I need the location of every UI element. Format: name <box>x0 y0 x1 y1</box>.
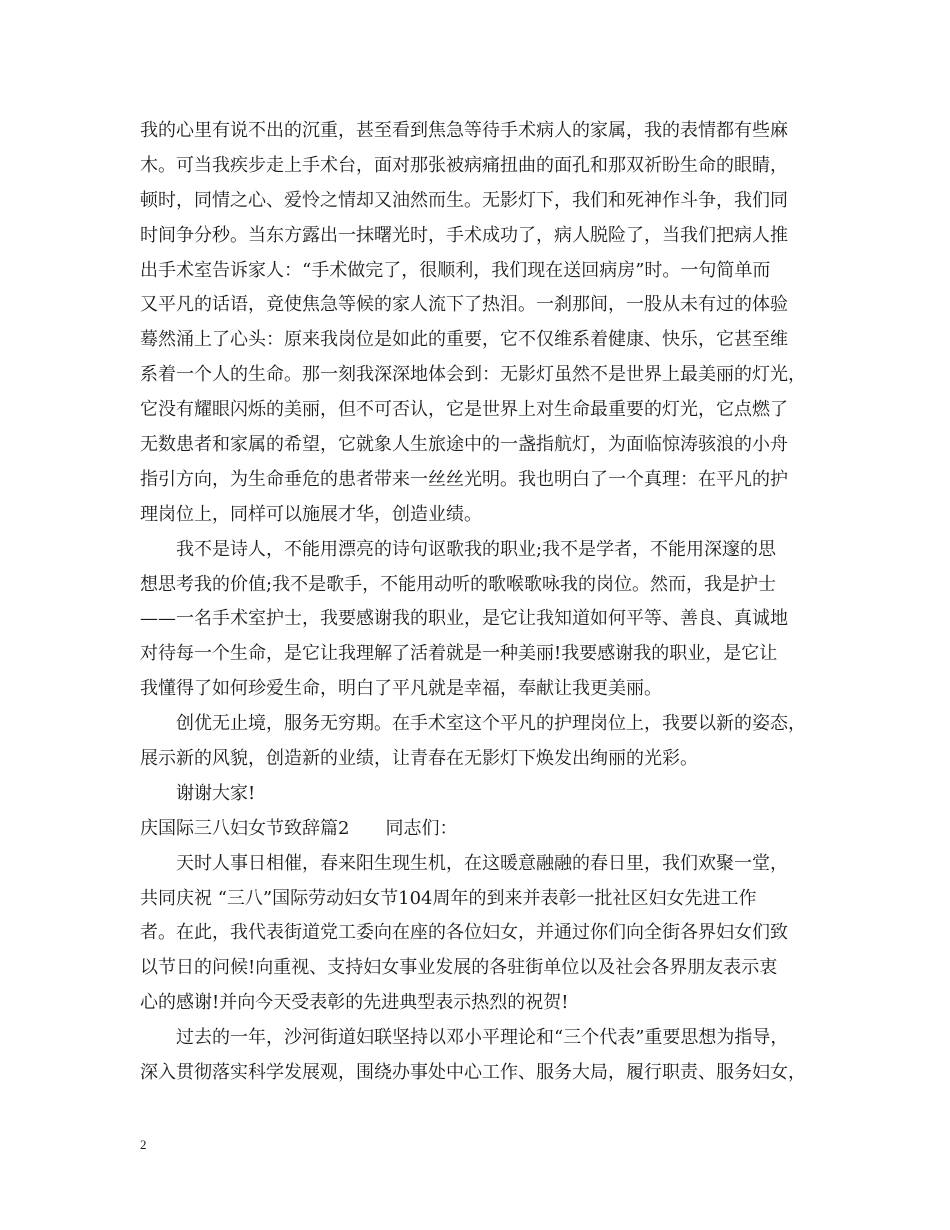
text-line: 无数患者和家属的希望，它就象人生旅途中的一盏指航灯，为面临惊涛骇浪的小舟 <box>140 434 788 456</box>
text-line: 我懂得了如何珍爱生命，明白了平凡就是幸福，奉献让我更美丽。 <box>140 678 662 700</box>
document-body <box>140 114 820 1091</box>
text-line: 指引方向，为生命垂危的患者带来一丝丝光明。我也明白了一个真理：在平凡的护 <box>140 468 788 490</box>
text-line: 展示新的风貌，创造新的业绩，让青春在无影灯下焕发出绚丽的光彩。 <box>140 748 698 770</box>
text-line: 木。可当我疾步走上手术台，面对那张被病痛扭曲的面孔和那双祈盼生命的眼睛， <box>140 154 788 176</box>
text-line: 系着一个人的生命。那一刻我深深地体会到：无影灯虽然不是世界上最美丽的灯光， <box>140 364 806 386</box>
text-line: 过去的一年，沙河街道妇联坚持以邓小平理论和“三个代表”重要思想为指导， <box>176 1027 789 1049</box>
text-line: 共同庆祝 “三八”国际劳动妇女节104周年的到来并表彰一批社区妇女先进工作 <box>140 887 757 909</box>
text-line: 我的心里有说不出的沉重，甚至看到焦急等待手术病人的家属，我的表情都有些麻 <box>140 120 788 141</box>
text-line: 蓦然涌上了心头：原来我岗位是如此的重要，它不仅维系着健康、快乐，它甚至维 <box>140 329 788 351</box>
text-line: 谢谢大家! <box>176 782 256 804</box>
text-line: 以节日的问候!向重视、支持妇女事业发展的各驻街单位以及社会各界朋友表示衷 <box>140 957 778 979</box>
section-heading: 庆国际三八妇女节致辞篇2 同志们： <box>140 817 458 839</box>
text-line: 创优无止境，服务无穷期。在手术室这个平凡的护理岗位上，我要以新的姿态， <box>176 713 806 735</box>
text-line: 对待每一个生命，是它让我理解了活着就是一种美丽!我要感谢我的职业，是它让 <box>140 643 778 665</box>
text-line: 想思考我的价值;我不是歌手，不能用动听的歌喉歌咏我的岗位。然而，我是护士 <box>140 573 777 595</box>
text-line: 天时人事日相催，春来阳生现生机，在这暖意融融的春日里，我们欢聚一堂， <box>176 852 788 874</box>
text-line: 我不是诗人，不能用漂亮的诗句讴歌我的职业;我不是学者，不能用深邃的思 <box>176 538 777 560</box>
text-line: 者。在此，我代表街道党工委向在座的各位妇女，并通过你们向全街各界妇女们致 <box>140 922 788 944</box>
text-line: 顿时，同情之心、爱怜之情却又油然而生。无影灯下，我们和死神作斗争，我们同 <box>140 189 788 211</box>
text-line: 深入贯彻落实科学发展观，围绕办事处中心工作、服务大局，履行职责、服务妇女， <box>140 1062 806 1084</box>
text-line: 又平凡的话语，竟使焦急等候的家人流下了热泪。一刹那间，一股从未有过的体验 <box>140 294 788 316</box>
text-line: 出手术室告诉家人：“手术做完了，很顺利，我们现在送回病房”时。一句简单而 <box>140 259 771 281</box>
text-line: 理岗位上，同样可以施展才华，创造业绩。 <box>140 503 482 525</box>
text-line: 时间争分秒。当东方露出一抹曙光时，手术成功了，病人脱险了，当我们把病人推 <box>140 224 788 246</box>
text-line: 心的感谢!并向今天受表彰的先进典型表示热烈的祝贺! <box>140 992 569 1014</box>
page-number: 2 <box>140 1137 147 1152</box>
text-line: 它没有耀眼闪烁的美丽，但不可否认，它是世界上对生命最重要的灯光，它点燃了 <box>140 399 788 421</box>
text-line: ——一名手术室护士，我要感谢我的职业，是它让我知道如何平等、善良、真诚地 <box>140 608 788 630</box>
